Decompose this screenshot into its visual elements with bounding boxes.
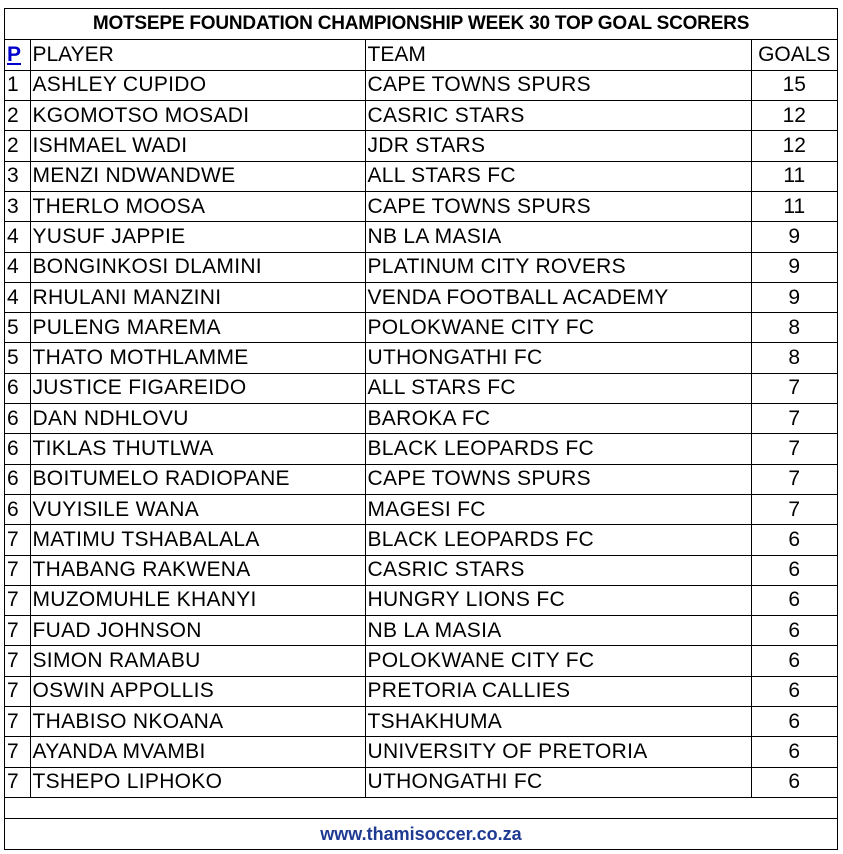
position-cell: 7	[5, 767, 30, 797]
goals-cell: 6	[751, 585, 837, 615]
team-cell: CASRIC STARS	[365, 555, 751, 585]
goals-cell: 8	[751, 313, 837, 343]
player-cell: BOITUMELO RADIOPANE	[30, 464, 365, 494]
table-row	[5, 282, 837, 312]
team-cell: CASRIC STARS	[365, 101, 751, 131]
position-cell: 7	[5, 585, 30, 615]
scorers-sheet	[4, 8, 838, 850]
position-cell: 6	[5, 434, 30, 464]
team-cell: POLOKWANE CITY FC	[365, 313, 751, 343]
team-cell: UTHONGATHI FC	[365, 343, 751, 373]
player-cell: JUSTICE FIGAREIDO	[30, 373, 365, 403]
position-cell: 3	[5, 191, 30, 221]
team-cell: BAROKA FC	[365, 404, 751, 434]
table-row	[5, 101, 837, 131]
goals-cell: 9	[751, 252, 837, 282]
player-cell: THATO MOTHLAMME	[30, 343, 365, 373]
position-cell: 4	[5, 252, 30, 282]
team-cell: CAPE TOWNS SPURS	[365, 464, 751, 494]
table-row	[5, 737, 837, 767]
table-row	[5, 616, 837, 646]
team-cell: NB LA MASIA	[365, 616, 751, 646]
player-cell: THABISO NKOANA	[30, 707, 365, 737]
goals-cell: 6	[751, 525, 837, 555]
position-cell: 3	[5, 161, 30, 191]
position-cell: 7	[5, 707, 30, 737]
goals-cell: 6	[751, 737, 837, 767]
position-cell: 7	[5, 616, 30, 646]
player-cell: SIMON RAMABU	[30, 646, 365, 676]
team-cell: ALL STARS FC	[365, 161, 751, 191]
team-cell: BLACK LEOPARDS FC	[365, 525, 751, 555]
table-header-row	[5, 40, 837, 70]
team-cell: CAPE TOWNS SPURS	[365, 191, 751, 221]
position-cell: 2	[5, 131, 30, 161]
player-cell: MUZOMUHLE KHANYI	[30, 585, 365, 615]
team-cell: UTHONGATHI FC	[365, 767, 751, 797]
goals-header: GOALS	[751, 40, 837, 70]
player-cell: KGOMOTSO MOSADI	[30, 101, 365, 131]
table-row	[5, 676, 837, 706]
position-cell: 7	[5, 737, 30, 767]
table-row	[5, 373, 837, 403]
position-cell: 4	[5, 282, 30, 312]
table-row	[5, 222, 837, 252]
goals-cell: 12	[751, 131, 837, 161]
player-cell: BONGINKOSI DLAMINI	[30, 252, 365, 282]
position-header-link[interactable]: P	[7, 42, 22, 66]
team-cell: ALL STARS FC	[365, 373, 751, 403]
table-row	[5, 434, 837, 464]
player-cell: RHULANI MANZINI	[30, 282, 365, 312]
goals-cell: 15	[751, 70, 837, 100]
position-cell: 4	[5, 222, 30, 252]
player-cell: THERLO MOOSA	[30, 191, 365, 221]
player-cell: TSHEPO LIPHOKO	[30, 767, 365, 797]
position-cell: 6	[5, 494, 30, 524]
player-cell: MENZI NDWANDWE	[30, 161, 365, 191]
goals-cell: 8	[751, 343, 837, 373]
team-cell: HUNGRY LIONS FC	[365, 585, 751, 615]
team-cell: TSHAKHUMA	[365, 707, 751, 737]
goals-cell: 7	[751, 464, 837, 494]
player-cell: ISHMAEL WADI	[30, 131, 365, 161]
table-row	[5, 343, 837, 373]
position-cell: 5	[5, 313, 30, 343]
team-cell: JDR STARS	[365, 131, 751, 161]
position-cell: 6	[5, 373, 30, 403]
table-row	[5, 555, 837, 585]
position-cell: 7	[5, 525, 30, 555]
position-cell: 1	[5, 70, 30, 100]
team-cell: VENDA FOOTBALL ACADEMY	[365, 282, 751, 312]
team-cell: PRETORIA CALLIES	[365, 676, 751, 706]
goals-cell: 11	[751, 161, 837, 191]
table-row	[5, 464, 837, 494]
team-cell: NB LA MASIA	[365, 222, 751, 252]
goals-cell: 7	[751, 373, 837, 403]
goals-cell: 6	[751, 646, 837, 676]
table-row	[5, 252, 837, 282]
table-row	[5, 161, 837, 191]
goals-cell: 7	[751, 494, 837, 524]
table-row	[5, 70, 837, 100]
table-row	[5, 767, 837, 797]
table-row	[5, 646, 837, 676]
team-cell: MAGESI FC	[365, 494, 751, 524]
position-cell: 2	[5, 101, 30, 131]
scorers-body	[5, 70, 837, 797]
player-cell: DAN NDHLOVU	[30, 404, 365, 434]
player-cell: THABANG RAKWENA	[30, 555, 365, 585]
player-cell: TIKLAS THUTLWA	[30, 434, 365, 464]
goals-cell: 6	[751, 767, 837, 797]
player-header: PLAYER	[30, 40, 365, 70]
team-header: TEAM	[365, 40, 751, 70]
table-row	[5, 707, 837, 737]
player-cell: VUYISILE WANA	[30, 494, 365, 524]
goals-cell: 6	[751, 555, 837, 585]
goals-cell: 9	[751, 222, 837, 252]
team-cell: CAPE TOWNS SPURS	[365, 70, 751, 100]
position-cell: 7	[5, 555, 30, 585]
table-row	[5, 131, 837, 161]
table-row	[5, 191, 837, 221]
scorers-table	[5, 40, 837, 798]
goals-cell: 7	[751, 434, 837, 464]
table-row	[5, 585, 837, 615]
player-cell: YUSUF JAPPIE	[30, 222, 365, 252]
goals-cell: 7	[751, 404, 837, 434]
table-row	[5, 313, 837, 343]
position-cell: 7	[5, 646, 30, 676]
table-row	[5, 525, 837, 555]
goals-cell: 11	[751, 191, 837, 221]
table-row	[5, 404, 837, 434]
player-cell: OSWIN APPOLLIS	[30, 676, 365, 706]
position-cell: 6	[5, 404, 30, 434]
position-cell: 7	[5, 676, 30, 706]
player-cell: PULENG MAREMA	[30, 313, 365, 343]
team-cell: BLACK LEOPARDS FC	[365, 434, 751, 464]
player-cell: AYANDA MVAMBI	[30, 737, 365, 767]
position-cell: 6	[5, 464, 30, 494]
team-cell: POLOKWANE CITY FC	[365, 646, 751, 676]
player-cell: ASHLEY CUPIDO	[30, 70, 365, 100]
team-cell: UNIVERSITY OF PRETORIA	[365, 737, 751, 767]
goals-cell: 6	[751, 616, 837, 646]
player-cell: MATIMU TSHABALALA	[30, 525, 365, 555]
page-title: MOTSEPE FOUNDATION CHAMPIONSHIP WEEK 30 TOP GOAL SCORERS	[5, 9, 837, 40]
goals-cell: 12	[751, 101, 837, 131]
table-row	[5, 494, 837, 524]
goals-cell: 9	[751, 282, 837, 312]
goals-cell: 6	[751, 676, 837, 706]
team-cell: PLATINUM CITY ROVERS	[365, 252, 751, 282]
website-footer: www.thamisoccer.co.za	[5, 818, 837, 849]
goals-cell: 6	[751, 707, 837, 737]
position-cell: 5	[5, 343, 30, 373]
player-cell: FUAD JOHNSON	[30, 616, 365, 646]
